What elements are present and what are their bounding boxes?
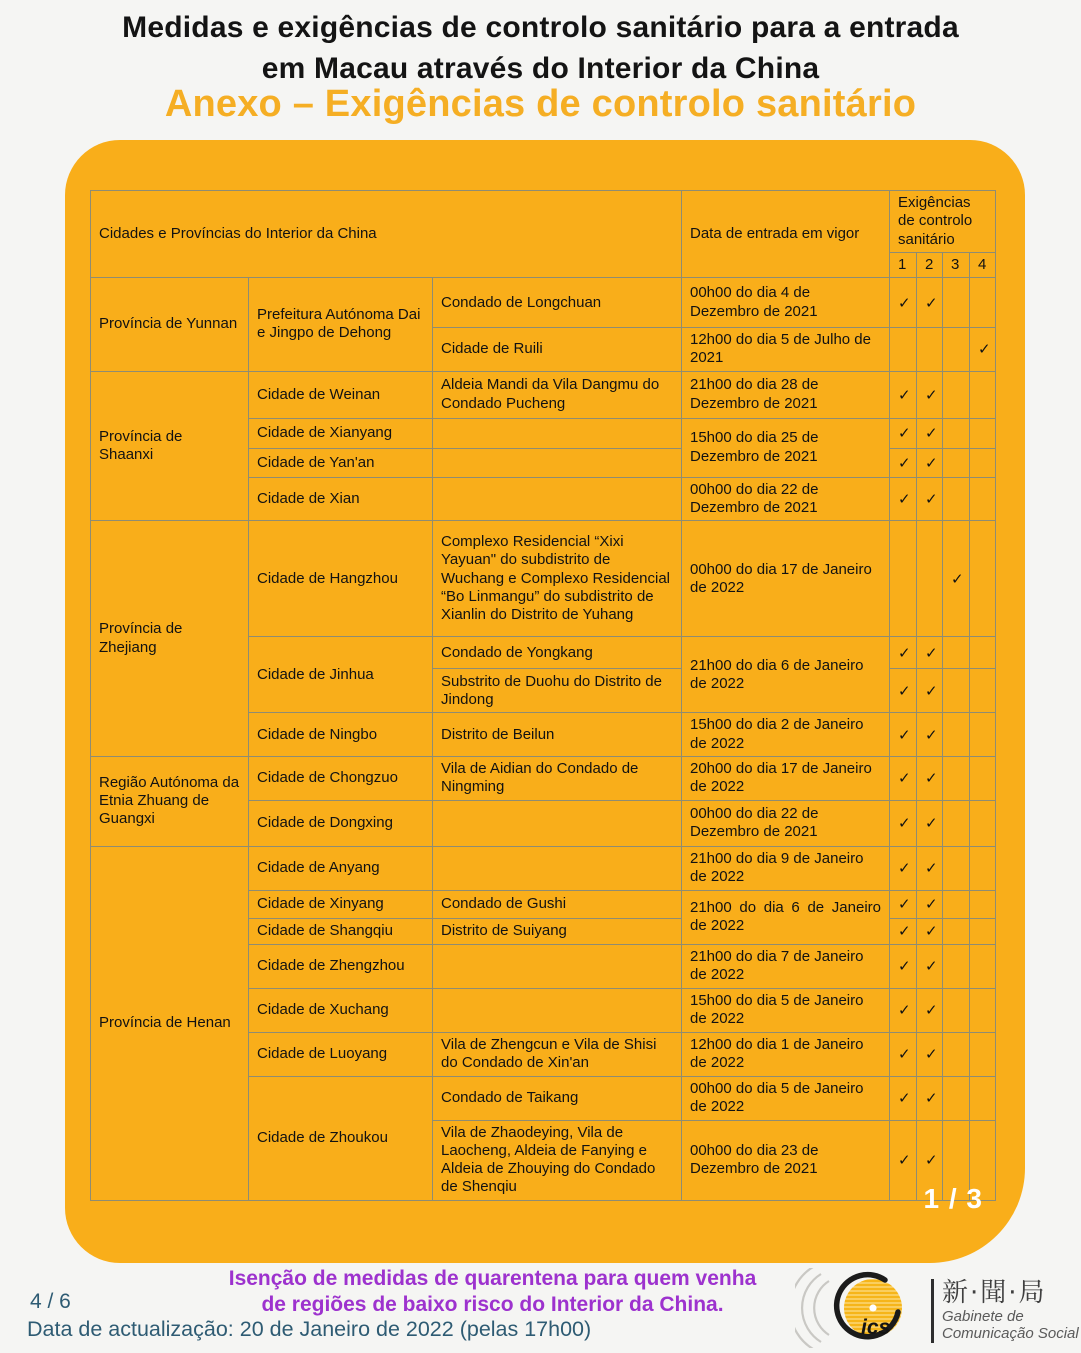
locality-cell: Vila de Aidian do Condado de Ningming [433, 756, 682, 800]
check-cell-4 [970, 988, 996, 1032]
check-cell-4 [970, 637, 996, 669]
check-cell-2: ✓ [917, 846, 943, 890]
check-cell-2: ✓ [917, 418, 943, 448]
check-cell-4 [970, 846, 996, 890]
city-cell: Cidade de Chongzuo [249, 756, 433, 800]
check-cell-4 [970, 371, 996, 418]
header-date: Data de entrada em vigor [682, 191, 890, 278]
header-region: Cidades e Províncias do Interior da China [91, 191, 682, 278]
footer-note-line2: de regiões de baixo risco do Interior da China. [261, 1292, 724, 1316]
date-cell: 21h00 do dia 7 de Janeiro de 2022 [682, 944, 890, 988]
footer-sheet-number: 4 / 6 [30, 1290, 71, 1313]
page-subtitle: Anexo – Exigências de controlo sanitário [164, 83, 917, 125]
date-cell: 20h00 do dia 17 de Janeiro de 2022 [682, 756, 890, 800]
check-cell-1: ✓ [890, 1076, 917, 1120]
check-cell-4 [970, 800, 996, 846]
check-cell-1: ✓ [890, 890, 917, 918]
city-cell: Cidade de Xinyang [249, 890, 433, 918]
check-cell-4 [970, 521, 996, 637]
check-cell-3 [943, 477, 970, 521]
date-cell: 00h00 do dia 22 de Dezembro de 2021 [682, 477, 890, 521]
locality-cell [433, 418, 682, 448]
logo-divider [931, 1279, 934, 1343]
check-cell-1: ✓ [890, 1032, 917, 1076]
date-cell: 21h00 do dia 6 de Janeiro de 2022 [682, 890, 890, 944]
check-cell-2: ✓ [917, 477, 943, 521]
check-cell-1: ✓ [890, 278, 917, 328]
check-cell-2 [917, 521, 943, 637]
date-cell: 00h00 do dia 23 de Dezembro de 2021 [682, 1120, 890, 1200]
locality-cell: Condado de Longchuan [433, 278, 682, 328]
city-cell: Cidade de Xianyang [249, 418, 433, 448]
check-cell-4 [970, 944, 996, 988]
city-cell: Cidade de Hangzhou [249, 521, 433, 637]
check-cell-2: ✓ [917, 669, 943, 713]
check-cell-2: ✓ [917, 800, 943, 846]
locality-cell: Distrito de Beilun [433, 713, 682, 757]
check-cell-1: ✓ [890, 418, 917, 448]
date-cell: 00h00 do dia 22 de Dezembro de 2021 [682, 800, 890, 846]
date-cell: 15h00 do dia 25 de Dezembro de 2021 [682, 418, 890, 477]
req-col-2: 2 [917, 252, 943, 277]
req-col-4: 4 [970, 252, 996, 277]
date-cell: 00h00 do dia 4 de Dezembro de 2021 [682, 278, 890, 328]
date-cell: 00h00 do dia 5 de Janeiro de 2022 [682, 1076, 890, 1120]
check-cell-4 [970, 1032, 996, 1076]
check-cell-2: ✓ [917, 1032, 943, 1076]
locality-cell [433, 988, 682, 1032]
check-cell-3 [943, 918, 970, 944]
date-cell: 12h00 do dia 1 de Janeiro de 2022 [682, 1032, 890, 1076]
check-cell-3 [943, 890, 970, 918]
locality-cell: Condado de Taikang [433, 1076, 682, 1120]
check-cell-3 [943, 846, 970, 890]
locality-cell: Complexo Residencial “Xixi Yayuan" do subdistrito de Wuchang e Complexo Residencial “Bo Linmangu” do subdistrito de Xianlin do Distrito de Yuhang [433, 521, 682, 637]
province-cell: Província de Zhejiang [91, 521, 249, 757]
check-cell-2: ✓ [917, 890, 943, 918]
check-cell-4: ✓ [970, 328, 996, 372]
check-cell-3 [943, 669, 970, 713]
check-cell-4 [970, 756, 996, 800]
check-cell-2: ✓ [917, 918, 943, 944]
check-cell-1: ✓ [890, 669, 917, 713]
check-cell-3 [943, 328, 970, 372]
city-cell: Prefeitura Autónoma Dai e Jingpo de Dehong [249, 278, 433, 372]
city-cell: Cidade de Jinhua [249, 637, 433, 713]
province-cell: Província de Henan [91, 846, 249, 1200]
check-cell-2: ✓ [917, 988, 943, 1032]
check-cell-4 [970, 1076, 996, 1120]
city-cell: Cidade de Xuchang [249, 988, 433, 1032]
locality-cell [433, 477, 682, 521]
city-cell: Cidade de Zhengzhou [249, 944, 433, 988]
locality-cell [433, 944, 682, 988]
locality-cell: Distrito de Suiyang [433, 918, 682, 944]
locality-cell [433, 846, 682, 890]
check-cell-4 [970, 448, 996, 477]
date-cell: 12h00 do dia 5 de Julho de 2021 [682, 328, 890, 372]
check-cell-4 [970, 278, 996, 328]
locality-cell: Vila de Zhengcun e Vila de Shisi do Condado de Xin'an [433, 1032, 682, 1076]
check-cell-3 [943, 713, 970, 757]
check-cell-1 [890, 328, 917, 372]
check-cell-1: ✓ [890, 1120, 917, 1200]
check-cell-3 [943, 944, 970, 988]
logo-text [942, 1279, 1079, 1342]
check-cell-2 [917, 328, 943, 372]
check-cell-1: ✓ [890, 713, 917, 757]
locality-cell: Cidade de Ruili [433, 328, 682, 372]
check-cell-1: ✓ [890, 800, 917, 846]
check-cell-3 [943, 418, 970, 448]
date-cell: 15h00 do dia 2 de Janeiro de 2022 [682, 713, 890, 757]
check-cell-3 [943, 756, 970, 800]
check-cell-1: ✓ [890, 637, 917, 669]
card-page-indicator: 1 / 3 [923, 1183, 983, 1214]
check-cell-1: ✓ [890, 477, 917, 521]
check-cell-3 [943, 448, 970, 477]
requirements-table [90, 190, 996, 1201]
check-cell-1: ✓ [890, 371, 917, 418]
city-cell: Cidade de Yan'an [249, 448, 433, 477]
logo-chinese-name: 新·聞·局 [942, 1277, 1047, 1308]
check-cell-1: ✓ [890, 918, 917, 944]
check-cell-1: ✓ [890, 448, 917, 477]
check-cell-3 [943, 371, 970, 418]
logo-org-line2: Comunicação Social [942, 1324, 1079, 1342]
check-cell-3 [943, 988, 970, 1032]
page-title-line1: Medidas e exigências de controlo sanitário para a entrada [122, 11, 959, 44]
province-cell: Província de Yunnan [91, 278, 249, 372]
footer-update-date: Data de actualização: 20 de Janeiro de 2022 (pelas 17h00) [27, 1317, 592, 1341]
check-cell-1: ✓ [890, 988, 917, 1032]
date-cell: 15h00 do dia 5 de Janeiro de 2022 [682, 988, 890, 1032]
locality-cell [433, 448, 682, 477]
check-cell-3 [943, 278, 970, 328]
check-cell-3 [943, 800, 970, 846]
gcs-logo-icon [795, 1268, 923, 1353]
svg-text:ics: ics [861, 1316, 891, 1339]
check-cell-2: ✓ [917, 637, 943, 669]
check-cell-1: ✓ [890, 846, 917, 890]
city-cell: Cidade de Anyang [249, 846, 433, 890]
check-cell-2: ✓ [917, 278, 943, 328]
check-cell-1 [890, 521, 917, 637]
check-cell-2: ✓ [917, 1120, 943, 1200]
check-cell-3: ✓ [943, 521, 970, 637]
check-cell-2: ✓ [917, 1076, 943, 1120]
check-cell-4 [970, 477, 996, 521]
check-cell-4 [970, 418, 996, 448]
check-cell-1: ✓ [890, 756, 917, 800]
req-col-3: 3 [943, 252, 970, 277]
province-cell: Região Autónoma da Etnia Zhuang de Guangxi [91, 756, 249, 846]
locality-cell: Vila de Zhaodeying, Vila de Laocheng, Aldeia de Fanying e Aldeia de Zhouying do Condado de Shenqiu [433, 1120, 682, 1200]
page-title-line2: em Macau através do Interior da China [261, 51, 820, 85]
locality-cell: Substrito de Duohu do Distrito de Jindong [433, 669, 682, 713]
locality-cell [433, 800, 682, 846]
check-cell-2: ✓ [917, 756, 943, 800]
gcs-logo [795, 1268, 1079, 1353]
footer-note-line1: Isenção de medidas de quarentena para quem venha [228, 1267, 757, 1290]
req-col-1: 1 [890, 252, 917, 277]
date-cell: 21h00 do dia 9 de Janeiro de 2022 [682, 846, 890, 890]
locality-cell: Condado de Gushi [433, 890, 682, 918]
notice-card [65, 140, 1025, 1263]
date-cell: 00h00 do dia 17 de Janeiro de 2022 [682, 521, 890, 637]
check-cell-4 [970, 918, 996, 944]
check-cell-2: ✓ [917, 713, 943, 757]
check-cell-2: ✓ [917, 371, 943, 418]
city-cell: Cidade de Shangqiu [249, 918, 433, 944]
locality-cell: Condado de Yongkang [433, 637, 682, 669]
title-block [0, 0, 1081, 123]
header-requirements: Exigências de controlo sanitário [890, 191, 996, 253]
city-cell: Cidade de Ningbo [249, 713, 433, 757]
check-cell-4 [970, 669, 996, 713]
check-cell-1: ✓ [890, 944, 917, 988]
city-cell: Cidade de Zhoukou [249, 1076, 433, 1200]
city-cell: Cidade de Luoyang [249, 1032, 433, 1076]
check-cell-2: ✓ [917, 944, 943, 988]
province-cell: Província de Shaanxi [91, 371, 249, 521]
locality-cell: Aldeia Mandi da Vila Dangmu do Condado Pucheng [433, 371, 682, 418]
city-cell: Cidade de Dongxing [249, 800, 433, 846]
city-cell: Cidade de Weinan [249, 371, 433, 418]
check-cell-4 [970, 713, 996, 757]
date-cell: 21h00 do dia 6 de Janeiro de 2022 [682, 637, 890, 713]
date-cell: 21h00 do dia 28 de Dezembro de 2021 [682, 371, 890, 418]
check-cell-3 [943, 1076, 970, 1120]
check-cell-3 [943, 637, 970, 669]
city-cell: Cidade de Xian [249, 477, 433, 521]
check-cell-3 [943, 1032, 970, 1076]
check-cell-2: ✓ [917, 448, 943, 477]
logo-org-line1: Gabinete de [942, 1307, 1024, 1325]
check-cell-4 [970, 890, 996, 918]
